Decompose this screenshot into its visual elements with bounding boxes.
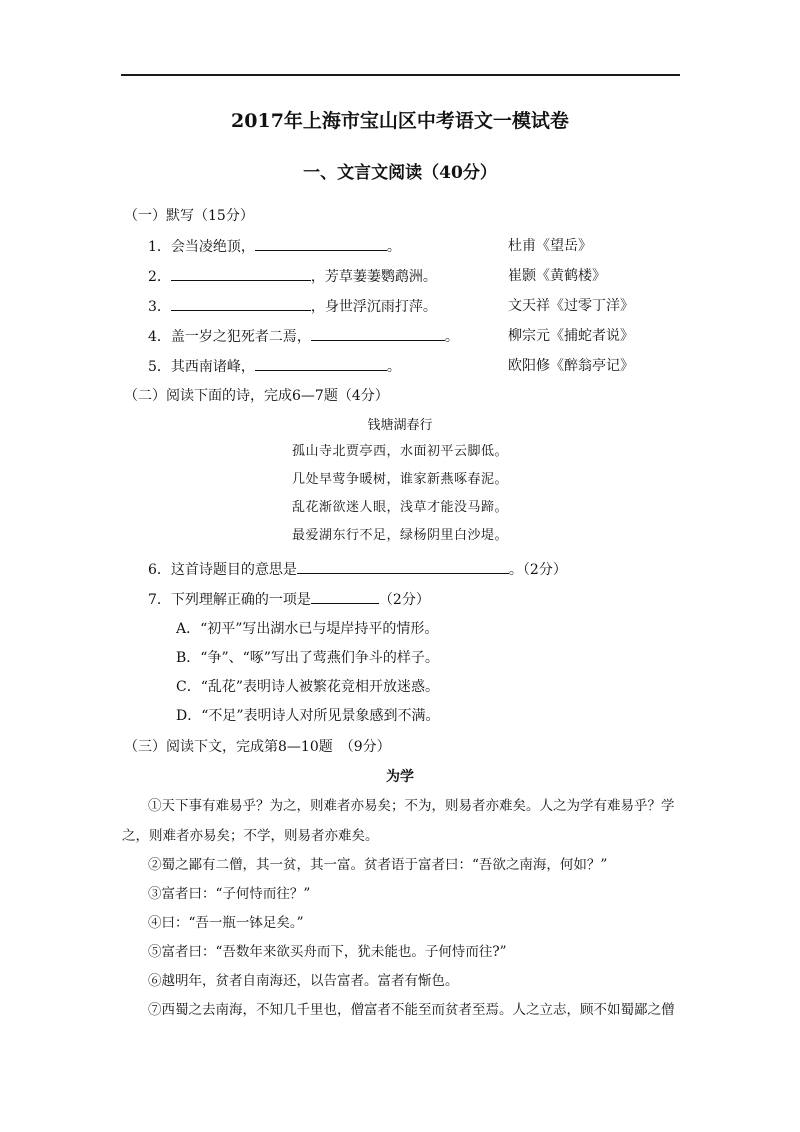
question-1-source: 杜甫《望岳》 [508,238,592,254]
question-3-prefix: 3． [148,299,171,315]
question-1 [148,236,401,257]
exam-title: 2017年上海市宝山区中考语文一模试卷 [231,110,569,132]
option-c: C．“乱花”表明诗人被繁花竞相开放迷惑。 [176,679,440,695]
question-5-suffix: 。 [386,359,401,375]
answer-blank-1[interactable] [255,236,387,251]
question-3-source: 文天祥《过零丁洋》 [508,298,634,314]
essay-paragraph: 之，则难者亦易矣；不学，则易者亦难矣。 [122,828,379,844]
part3-heading: （三）阅读下文，完成第8—10题 （9分） [124,739,391,755]
question-3-suffix: ，身世浮沉雨打萍。 [310,299,437,315]
question-2-suffix: ，芳草萋萋鹦鹉洲。 [310,269,437,285]
question-4 [148,326,459,347]
question-7-suffix: （2分） [378,592,430,608]
answer-blank-5[interactable] [255,356,387,371]
question-4-source: 柳宗元《捕蛇者说》 [508,328,634,344]
essay-paragraph: ①天下事有难易乎？为之，则难者亦易矣；不为，则易者亦难矣。人之为学有难易乎？学 [148,798,675,814]
essay-paragraph: ⑤富者曰：“吾数年来欲买舟而下，犹未能也。子何恃而往?” [148,944,507,960]
option-d: D．“不足”表明诗人对所见景象感到不满。 [176,708,440,724]
question-2 [148,266,437,287]
question-7 [148,589,430,610]
question-3 [148,296,437,317]
poem-title: 钱塘湖春行 [367,418,433,433]
question-2-source: 崔颢《黄鹤楼》 [508,268,606,284]
question-2-prefix: 2． [148,269,171,285]
question-5-source: 欧阳修《醉翁亭记》 [508,358,634,374]
question-1-prefix: 1．会当凌绝顶， [148,239,255,255]
option-a: A．“初平”写出湖水已与堤岸持平的情形。 [176,621,439,637]
question-6 [148,559,567,580]
poem-line: 几处早莺争暖树，谁家新燕啄春泥。 [291,472,508,487]
question-6-prefix: 6．这首诗题目的意思是 [148,562,297,578]
essay-paragraph: ⑦西蜀之去南海，不知几千里也，僧富者不能至而贫者至焉。人之立志，顾不如蜀鄙之僧 [148,1002,675,1018]
essay-paragraph: ②蜀之鄙有二僧，其一贫，其一富。贫者语于富者曰：“吾欲之南海，何如？” [148,857,608,873]
question-5-prefix: 5．其西南诸峰， [148,359,255,375]
poem-line: 乱花渐欲迷人眼，浅草才能没马蹄。 [291,500,508,515]
question-7-prefix: 7．下列理解正确的一项是 [148,592,311,608]
part2-heading: （二）阅读下面的诗，完成6—7题（4分） [124,388,389,404]
question-1-suffix: 。 [386,239,401,255]
essay-title: 为学 [386,769,414,785]
section-title-classical-reading: 一、文言文阅读（40分） [303,163,497,183]
question-5 [148,356,401,377]
answer-blank-7[interactable] [311,589,379,604]
essay-paragraph: ④曰：“吾一瓶一钵足矣。” [148,915,304,931]
part1-heading: （一）默写（15分） [124,208,254,224]
option-b: B．“争”、“啄”写出了莺燕们争斗的样子。 [176,650,439,666]
essay-paragraph: ③富者曰：“子何恃而往？” [148,886,311,902]
top-rule [121,74,680,76]
poem-line: 孤山寺北贾亭西，水面初平云脚低。 [291,444,508,459]
question-4-prefix: 4．盖一岁之犯死者二焉， [148,329,311,345]
answer-blank-6[interactable] [297,559,509,574]
question-6-suffix: 。（2分） [508,562,567,578]
question-4-suffix: 。 [444,329,459,345]
essay-paragraph: ⑥越明年，贫者自南海还，以告富者。富者有惭色。 [148,973,459,989]
answer-blank-4[interactable] [311,326,445,341]
answer-blank-3[interactable] [171,296,311,311]
answer-blank-2[interactable] [171,266,311,281]
poem-line: 最爱湖东行不足，绿杨阴里白沙堤。 [291,528,508,543]
